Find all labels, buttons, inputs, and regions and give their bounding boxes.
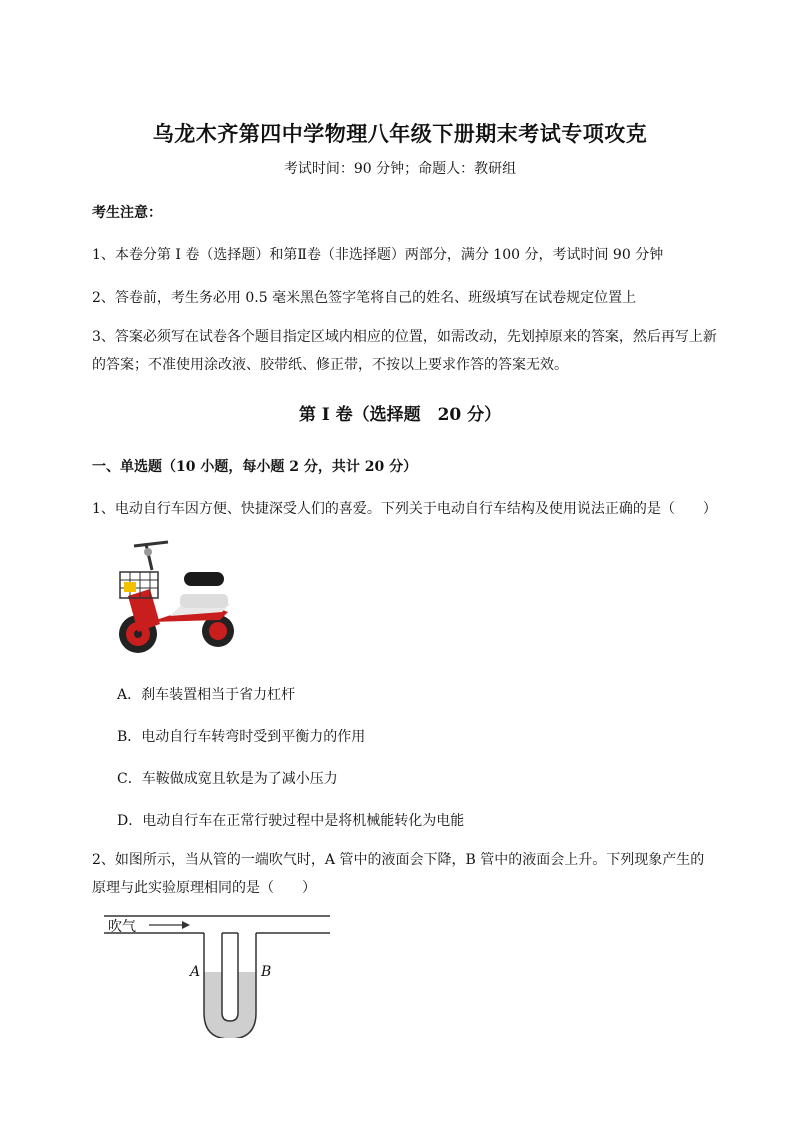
question-1-stem: 1、电动自行车因方便、快捷深受人们的喜爱。下列关于电动自行车结构及使用说法正确的是（ ） [92, 501, 717, 517]
notice-item: 2、答卷前，考生务必用 0.5 毫米黑色签字笔将自己的姓名、班级填写在试卷规定位置上 [92, 290, 637, 306]
page-title: 乌龙木齐第四中学物理八年级下册期末考试专项攻克 [152, 121, 648, 146]
notice-item: 3、答案必须写在试卷各个题目指定区域内相应的位置，如需改动，先划掉原来的答案，然后再写上新的答案；不准使用涂改液、胶带纸、修正带，不按以上要求作答的答案无效。 [92, 329, 717, 373]
part-heading: 一、单选题（10 小题，每小题 2 分，共计 20 分） [92, 459, 418, 475]
notice-heading: 考生注意： [92, 205, 162, 221]
notice-item: 1、本卷分第 I 卷（选择题）和第Ⅱ卷（非选择题）两部分，满分 100 分，考试时间 90 分钟 [92, 247, 664, 263]
exam-subtitle: 考试时间：90 分钟；命题人：教研组 [283, 161, 517, 177]
question-1-option-c: C．车鞍做成宽且软是为了减小压力 [117, 771, 338, 787]
question-1-option-b: B．电动自行车转弯时受到平衡力的作用 [117, 729, 366, 745]
tube-a-label: A [190, 964, 201, 980]
section-title: 第 I 卷（选择题 20 分） [298, 405, 502, 425]
u-tube-figure [104, 908, 344, 1038]
question-1-option-a: A．刹车装置相当于省力杠杆 [117, 687, 296, 703]
scooter-figure [110, 534, 245, 659]
blow-label: 吹气 [108, 919, 136, 935]
question-2-stem: 2、如图所示，当从管的一端吹气时，A 管中的液面会下降，B 管中的液面会上升。下列现象产生的原理与此实验原理相同的是（ ） [92, 852, 705, 896]
tube-b-label: B [261, 964, 272, 980]
question-1-option-d: D．电动自行车在正常行驶过程中是将机械能转化为电能 [117, 813, 465, 829]
